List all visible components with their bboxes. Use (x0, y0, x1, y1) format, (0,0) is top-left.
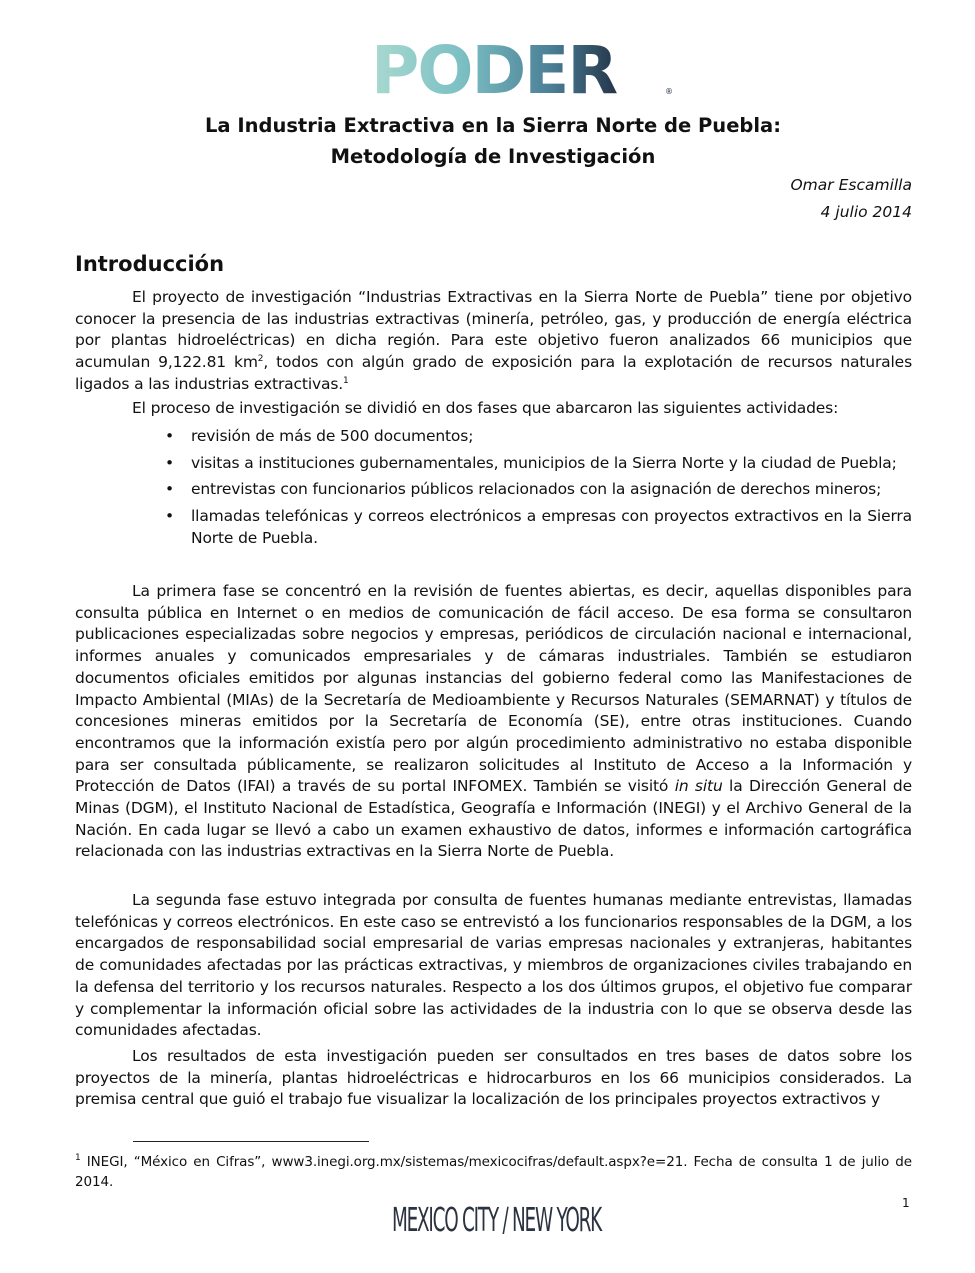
bullet-icon: • (165, 427, 174, 445)
paragraph-4 (75, 890, 912, 1042)
paragraph-1 (75, 287, 912, 396)
author-name: Omar Escamilla (790, 176, 912, 194)
paragraph-5 (75, 1046, 912, 1111)
footnote (75, 1152, 912, 1192)
list-item-text: entrevistas con funcionarios públicos relacionados con la asignación de derechos mineros; (191, 480, 882, 499)
paragraph-2-text: El proceso de investigación se dividió en dos fases que abarcaron las siguientes actividades: (132, 399, 839, 417)
document-date: 4 julio 2014 (820, 203, 912, 221)
page-number: 1 (902, 1196, 910, 1210)
paragraph-1-text-a: El proyecto de investigación “Industrias Extractivas en la Sierra Norte de Puebla” tiene por objetivo conocer la presencia de las industrias extractivas (minería, petróleo, gas, y producción de energía eléctrica por plantas hidroeléctricas) en dicha región. Para este objetivo fueron analizados 66 municipios que acumulan 9,122.81 km (75, 288, 912, 372)
logo-wordmark: PODER (371, 42, 671, 100)
footnote-ref-1: 1 (343, 375, 349, 386)
list-item-text: revisión de más de 500 documentos; (191, 427, 474, 445)
list-item-text: llamadas telefónicas y correos electrónicos a empresas con proyectos extractivos en la Sierra Norte de Puebla. (191, 507, 912, 547)
document-title-line-1: La Industria Extractiva en la Sierra Norte de Puebla: (204, 114, 782, 137)
paragraph-5-text: Los resultados de esta investigación pueden ser consultados en tres bases de datos sobre los proyectos de la minería, plantas hidroeléctricas e hidrocarburos en los 66 municipios considerados. La premisa central que guió el trabajo fue visualizar la localización de los principales proyectos extractivos y (75, 1047, 912, 1109)
paragraph-1-text-b: , todos con algún grado de exposición para la explotación de recursos naturales ligados a las industrias extractivas. (75, 353, 912, 393)
section-heading: Introducción (75, 252, 225, 276)
paragraph-3-italic: in situ (674, 777, 723, 796)
superscript-2: 2 (257, 354, 264, 365)
list-item-text: visitas a instituciones gubernamentales, municipios de la Sierra Norte y la ciudad de Puebla; (191, 453, 897, 472)
footnote-divider (133, 1141, 369, 1142)
paragraph-4-text: La segunda fase estuvo integrada por consulta de fuentes humanas mediante entrevistas, llamadas telefónicas y correos electrónicos. En este caso se entrevistó a los funcionarios responsables de la DGM, a los encargados de responsabilidad social empresarial de varias empresas nacionales y extranjeras, habitantes de comunidades afectadas por las prácticas extractivas, y miembros de organizaciones civiles trabajando en la defensa del territorio y los recursos naturales. Respecto a los dos últimos grupos, el objetivo fue comparar y complementar la información oficial sobre las actividades de la industria con lo que se observa desde las comunidades afectadas. (75, 891, 912, 1040)
bullet-icon: • (165, 480, 174, 499)
footnote-text: INEGI, “México en Cifras”, www3.inegi.org.mx/sistemas/mexicocifras/default.aspx?e=21. Fecha de consulta 1 de julio de 2014. (75, 1154, 912, 1190)
poder-logo (371, 32, 673, 109)
list-item (75, 506, 912, 549)
document-title-line-2: Metodología de Investigación (330, 145, 656, 168)
paragraph-2 (75, 398, 912, 420)
bullet-icon: • (165, 507, 174, 526)
paragraph-3 (75, 581, 912, 863)
paragraph-3-text-b: la Dirección General de Minas (DGM), el Instituto Nacional de Estadística, Geografía e Información (INEGI) y el Archivo General de la Nación. En cada lugar se llevó a cabo un examen exhaustivo de datos, informes e información cartográfica relacionada con las industrias extractivas en la Sierra Norte de Puebla. (75, 777, 913, 861)
list-item (75, 453, 912, 475)
footer-locations: MEXICO CITY / NEW YORK (392, 1200, 602, 1239)
list-item (75, 479, 912, 501)
activities-list (75, 426, 912, 555)
list-item (75, 426, 912, 448)
registered-mark: ® (665, 87, 673, 96)
paragraph-3-text-a: La primera fase se concentró en la revisión de fuentes abiertas, es decir, aquellas disponibles para consulta pública en Internet o en medios de comunicación de fácil acceso. De esa forma se consultaron publicaciones especializadas sobre negocios y empresas, periódicos de circulación nacional e internacional, informes anuales y comunicados empresariales y de cámaras industriales. También se estudiaron documentos oficiales emitidos por algunas instancias del gobierno federal como las Manifestaciones de Impacto Ambiental (MIAs) de la Secretaría de Medioambiente y Recursos Naturales (SEMARNAT) y títulos de concesiones mineras emitidos por la Secretaría de Economía (SE), entre otras instituciones. Cuando encontramos que la información existía pero por algún procedimiento administrativo no estaba disponible para ser consultada públicamente, se realizaron solicitudes al Instituto de Acceso a la Información y Protección de Datos (IFAI) a través de su portal INFOMEX. También se visitó (75, 582, 912, 796)
bullet-icon: • (165, 453, 174, 472)
footnote-marker: 1 (75, 1153, 81, 1163)
